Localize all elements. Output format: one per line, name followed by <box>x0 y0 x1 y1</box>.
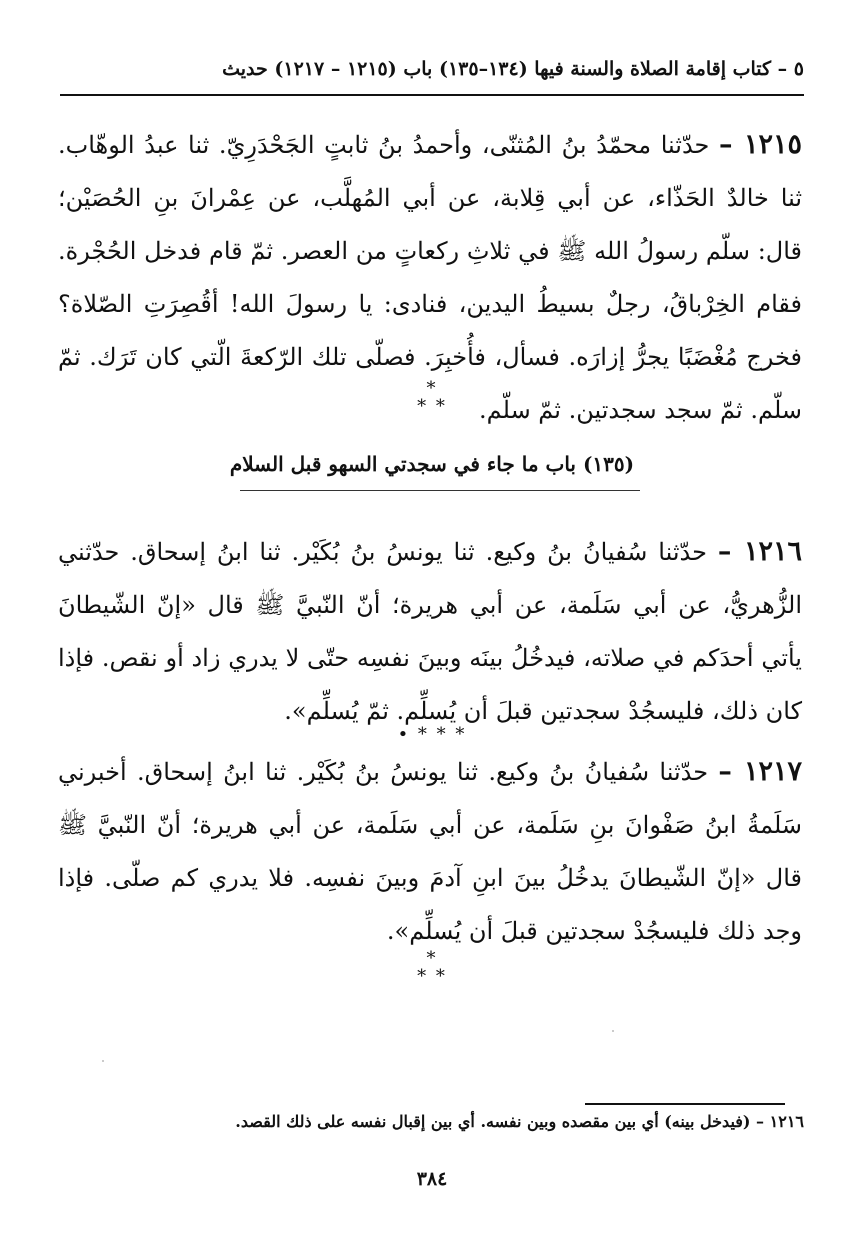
section-separator: • * * * <box>397 724 467 745</box>
page-number: ٣٨٤ <box>416 1168 448 1190</box>
hadith-1217 <box>58 745 802 958</box>
running-header <box>60 58 804 96</box>
paper-speck <box>612 1030 614 1032</box>
hadith-text: حدّثنا محمّدُ بنُ المُثنّى، وأحمدُ بنُ ثابتٍ الجَحْدَرِيّ. ثنا عبدُ الوهّاب. ثنا خالدٌ الحَذّاء، عن أبي قِلابة، عن أبي المُهلَّب، عن عِمْرانَ بنِ الحُصَيْن؛ قال: سلّم رسولُ الله ﷺ في ثلاثِ ركعاتٍ من العصر. ثمّ قام فدخل الحُجْرة. فقام الخِرْباقُ، رجلٌ بسيطُ اليدين، فنادى: يا رسولَ الله! أقُصِرَتِ الصّلاة؟ فخرج مُغْضَبًا يجرُّ إزارَه. فسأل، فأُخبِرَ. فصلّى تلك الرّكعةَ الّتي كان تَرَك. ثمّ سلّم. ثمّ سجد سجدتين. ثمّ سلّم. <box>58 131 802 424</box>
hadith-1216 <box>58 525 802 738</box>
hadith-number: ١٢١٦ – <box>717 536 802 567</box>
hadith-text: حدّثنا سُفيانُ بنُ وكيع. ثنا يونسُ بنُ بُكَيْر. ثنا ابنُ إسحاق. أخبرني سَلَمةُ ابنُ صَفْوانَ بنِ سَلَمة، عن أبي سَلَمة، عن أبي هريرة؛ أنّ النّبيَّ ﷺ قال «إنّ الشّيطانَ يدخُلُ بينَ ابنِ آدمَ وبينَ نفسِه. فلا يدري كم صلّى. فإذا وجد ذلك فليسجُدْ سجدتين قبلَ أن يُسلِّم». <box>58 758 802 945</box>
footnote: ١٢١٦ – (فيدخل بينه) أي بين مقصده وبين نفسه. أي بين إقبال نفسه على ذلك القصد. <box>235 1112 804 1131</box>
chapter-title: (١٣٥) باب ما جاء في سجدتي السهو قبل السلام <box>229 452 635 476</box>
chapter-underline <box>240 490 640 491</box>
section-separator: * * * <box>417 948 447 987</box>
section-separator: * * * <box>417 378 447 417</box>
hadith-number: ١٢١٧ – <box>718 756 802 787</box>
running-header-text: ٥ – كتاب إقامة الصلاة والسنة فيها (١٣٤–١٣٥) باب (١٢١٥ – ١٢١٧) حديث <box>222 58 804 80</box>
hadith-text: حدّثنا سُفيانُ بنُ وكيع. ثنا يونسُ بنُ بُكَيْر. ثنا ابنُ إسحاق. حدّثني الزُّهريُّ، عن أبي سَلَمة، عن أبي هريرة؛ أنّ النّبيَّ ﷺ قال «إنّ الشّيطانَ يأتي أحدَكم في صلاته، فيدخُلُ بينَه وبينَ نفسِه حتّى لا يدري زاد أو نقص. فإذا كان ذلك، فليسجُدْ سجدتين قبلَ أن يُسلِّم. ثمّ يُسلِّم». <box>58 538 802 725</box>
hadith-number: ١٢١٥ – <box>719 129 802 160</box>
footnote-rule <box>585 1103 785 1105</box>
paper-speck <box>102 1060 104 1062</box>
